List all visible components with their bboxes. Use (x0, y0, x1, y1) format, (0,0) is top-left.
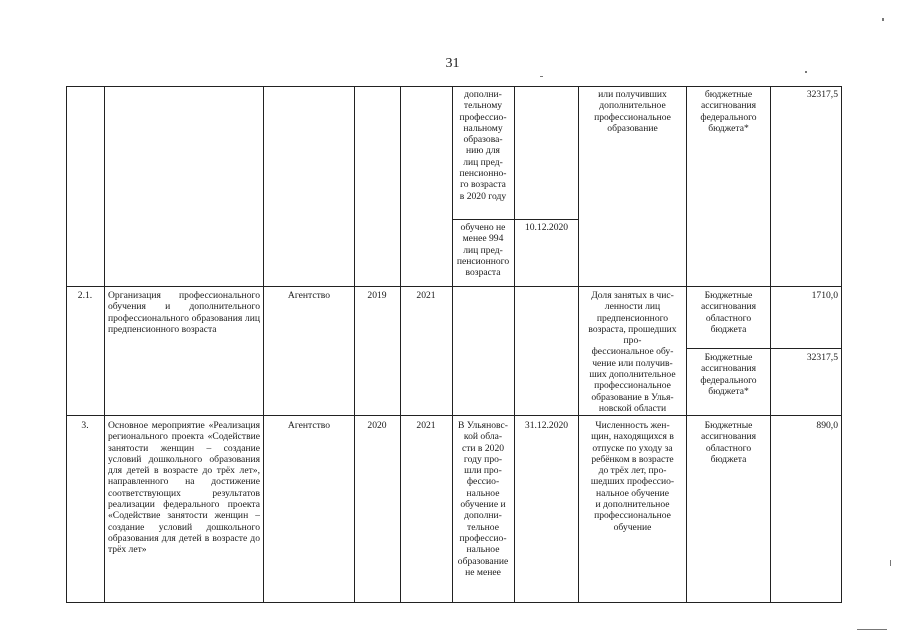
table-bottom-border (66, 602, 842, 603)
col-border-0 (66, 86, 67, 603)
row-2-1-funding-amount-2: 32317,5 (806, 352, 838, 363)
row-2-1-funding-amount-1: 1710,0 (811, 290, 838, 301)
row-3-funding-source: Бюджетные ассигнования областного бюджета (700, 420, 757, 465)
row-3-indicator: Численность жен- щин, находящихся в отпуске по уходу за ребёнком в возрасте до трёх лет, про- шедших профессио- нальное обучение и дополнительное профессиональное обучение (590, 420, 675, 533)
continuation-date: 10.12.2020 (524, 222, 569, 233)
col-border-6 (514, 86, 515, 603)
col-border-10 (841, 86, 842, 603)
row-2-1-funding-source-2: Бюджетные ассигнования федерального бюджета* (700, 352, 757, 397)
row-divider-3 (66, 415, 842, 416)
col-border-8 (686, 86, 687, 603)
row-3-result: В Ульяновс- кой обла- сти в 2020 году про- шли про- фессио- нальное обучение и дополни- тельное профессио- нальное образование не менее (457, 420, 509, 578)
continuation-indicator: или получивших дополнительное профессиональное образование (594, 89, 671, 134)
col-border-3 (354, 86, 355, 603)
table-top-border (66, 86, 842, 87)
row-2-1-number: 2.1. (77, 290, 93, 301)
row-2-1-funding-source-1: Бюджетные ассигнования областного бюджета (700, 290, 757, 335)
row-2-1-indicator: Доля занятых в чис- ленности лиц предпенсионного возраста, прошедших про- фессиональное обу- чение или получив- ших дополнительное профессиональное образование в Улья- новской области (588, 290, 677, 414)
continuation-result-b: обучено не менее 994 лиц пред- пенсионного возраста (456, 222, 510, 279)
inner-rule-funding (686, 348, 842, 349)
col-border-5 (452, 86, 453, 603)
row-3-date: 31.12.2020 (524, 420, 569, 431)
scan-speck (882, 18, 884, 21)
page-number: 31 (445, 56, 460, 71)
col-border-2 (263, 86, 264, 603)
row-2-1-year-end: 2021 (416, 290, 436, 301)
row-3-executor: Агентство (287, 420, 331, 431)
row-2-1-executor: Агентство (287, 290, 331, 301)
inner-rule-result (452, 219, 578, 220)
row-2-1-year-start: 2019 (367, 290, 387, 301)
continuation-funding-source: бюджетные ассигнования федерального бюджета* (700, 89, 757, 134)
row-3-number: 3. (81, 420, 89, 431)
col-border-4 (400, 86, 401, 603)
scan-speck (890, 560, 891, 566)
row-2-1-name: Организация профессионального обучения и дополнительного профессионального образования лиц предпенсионного возраста (108, 290, 260, 335)
continuation-funding-amount: 32317,5 (806, 89, 838, 100)
col-border-9 (770, 86, 771, 603)
scan-speck (857, 629, 887, 630)
row-3-name: Основное мероприятие «Реализация регионального проекта «Содействие занятости женщин – создание условий дошкольного образования для детей в возрасте до трёх лет», направленного на достижение соответствующих результатов реализации федерального проекта «Содействие занятости женщин – создание условий дошкольного образования для детей в возрасте до трёх лет» (108, 420, 260, 556)
scan-speck (805, 71, 807, 73)
scan-speck (540, 76, 543, 77)
continuation-result-a: дополни- тельному профессио- нальному образова- нию для лиц пред- пенсионно- го возраста в 2020 году (459, 89, 507, 202)
row-divider-2-1 (66, 286, 842, 287)
row-3-year-start: 2020 (367, 420, 387, 431)
col-border-7 (578, 86, 579, 603)
col-border-1 (104, 86, 105, 603)
row-3-year-end: 2021 (416, 420, 436, 431)
row-3-funding-amount: 890,0 (816, 420, 838, 431)
